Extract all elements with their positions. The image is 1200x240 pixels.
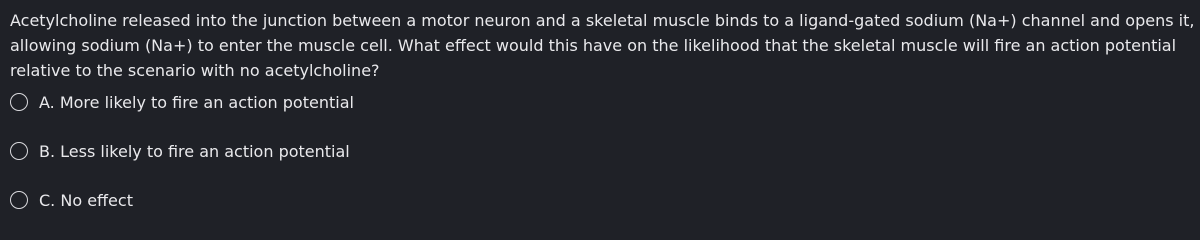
- option-a[interactable]: [10, 90, 610, 114]
- option-a-label: A. More likely to fire an action potential: [39, 92, 354, 112]
- answer-options: [10, 90, 610, 212]
- option-b[interactable]: [10, 139, 610, 163]
- radio-button-a[interactable]: [10, 93, 28, 111]
- radio-button-c[interactable]: [10, 191, 28, 209]
- option-c[interactable]: [10, 188, 610, 212]
- radio-button-b[interactable]: [10, 142, 28, 160]
- option-c-label: C. No effect: [39, 190, 133, 210]
- question-text: Acetylcholine released into the junction between a motor neuron and a skeletal muscle binds to a ligand-gated sodium (Na+) channel and opens it, allowing sodium (Na+) to enter the muscle cell. What effect would this have on the likelihood that the skeletal muscle will fire an action potential relative to the scenario with no acetylcholine?: [10, 11, 1195, 80]
- option-b-label: B. Less likely to fire an action potential: [39, 141, 350, 161]
